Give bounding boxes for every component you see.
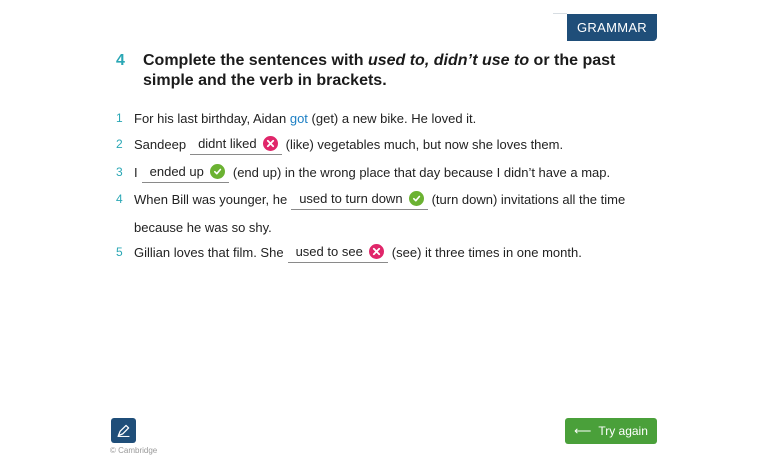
question-number: 2 <box>116 137 123 151</box>
arrow-left-icon: ⟵ <box>574 424 592 438</box>
answer-value: ended up <box>149 163 204 179</box>
question-text: Gillian loves that film. She <box>134 244 284 260</box>
question-text: For his last birthday, Aidan <box>134 110 290 126</box>
question-4 <box>116 188 625 210</box>
question-text: When Bill was younger, he <box>134 191 288 207</box>
correct-icon <box>409 191 424 206</box>
question-text: Sandeep <box>134 136 187 152</box>
question-4-continuation: because he was so shy. <box>134 219 272 235</box>
instruction-emphasis: used to, didn’t use to <box>367 52 530 69</box>
question-text: (like) vegetables much, but now she loves them. <box>285 136 564 152</box>
question-number: 1 <box>116 111 123 125</box>
answer-field[interactable] <box>142 162 229 183</box>
answer-field[interactable] <box>291 189 427 210</box>
answer-field[interactable] <box>190 134 282 155</box>
task-instruction <box>143 51 648 91</box>
question-text: (turn down) invitations all the time <box>431 191 626 207</box>
question-2 <box>116 133 563 155</box>
incorrect-icon <box>369 244 384 259</box>
example-answer: got <box>289 110 308 126</box>
question-3 <box>116 161 610 183</box>
task-number: 4 <box>116 52 125 69</box>
instruction-text-start: Complete the sentences with <box>143 52 368 69</box>
question-number: 3 <box>116 165 123 179</box>
edit-pen-icon[interactable] <box>111 418 136 443</box>
answer-value: didnt liked <box>198 135 257 151</box>
incorrect-icon <box>263 136 278 151</box>
header-divider <box>553 13 567 14</box>
question-number: 5 <box>116 245 123 259</box>
question-text: (end up) in the wrong place that day because I didn’t have a map. <box>232 164 611 180</box>
question-1 <box>116 107 476 129</box>
answer-field[interactable] <box>288 242 388 263</box>
grammar-tab: GRAMMAR <box>567 14 657 41</box>
question-text: (see) it three times in one month. <box>391 244 582 260</box>
question-number: 4 <box>116 192 123 206</box>
question-5 <box>116 241 582 263</box>
try-again-label: Try again <box>598 424 648 438</box>
copyright-text: © Cambridge <box>110 446 158 455</box>
answer-value: used to turn down <box>299 190 403 206</box>
answer-value: used to see <box>295 243 363 259</box>
try-again-button[interactable] <box>565 418 657 444</box>
question-text: (get) a new bike. He loved it. <box>307 110 477 126</box>
instruction-text-end: or the past simple and the verb in brackets. <box>143 52 616 89</box>
correct-icon <box>210 164 225 179</box>
question-text: I <box>134 164 138 180</box>
